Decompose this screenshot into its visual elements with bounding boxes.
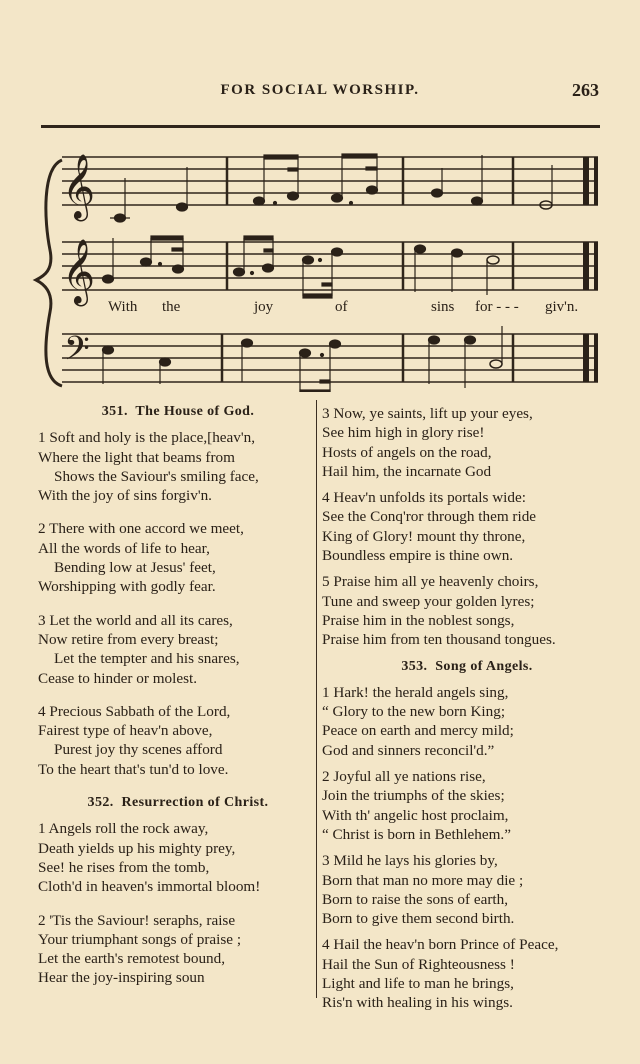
lyric-word: joy: [254, 299, 274, 315]
verse-line: Purest joy thy scenes afford: [54, 741, 223, 759]
stanza: [322, 404, 612, 481]
verse-line: With th' angelic host proclaim,: [322, 806, 509, 824]
page-number: 263: [572, 80, 599, 100]
lyric-word: of: [335, 299, 348, 315]
stanza: [38, 519, 318, 596]
stanza: [38, 611, 318, 688]
verse-line: Cloth'd in heaven's immortal bloom!: [38, 878, 261, 896]
verse-line: Tune and sweep your golden lyres;: [322, 592, 535, 610]
verse-line: 2 'Tis the Saviour! seraphs, raise: [38, 911, 236, 929]
verse-line: 4 Hail the heav'n born Prince of Peace,: [322, 936, 559, 954]
music-score: [0, 130, 640, 392]
hymn-title-text: The House of God.: [135, 404, 255, 419]
verse-line: To the heart that's tun'd to love.: [38, 760, 229, 778]
verse-line: Cease to hinder or molest.: [38, 669, 198, 687]
stanza: [38, 819, 318, 896]
hymn-title-352: [38, 793, 318, 812]
hymn-number: 351.: [101, 404, 128, 419]
verse-line: Born that man no more may die ;: [322, 871, 524, 889]
stanza: [38, 428, 318, 505]
lyric-word: for - - -: [475, 299, 519, 315]
verse-line: Death yields up his mighty prey,: [38, 839, 236, 857]
verse-line: Ris'n with healing in his wings.: [322, 994, 513, 1012]
header-rule: [41, 125, 600, 128]
stanza: [322, 935, 612, 1012]
hymn-number: 353.: [401, 658, 428, 674]
verse-line: Let the tempter and his snares,: [54, 650, 240, 668]
verse-line: With the joy of sins forgiv'n.: [38, 487, 212, 505]
verse-line: 4 Precious Sabbath of the Lord,: [38, 702, 231, 720]
treble-clef-icon: 𝄞: [62, 239, 96, 304]
verse-line: Bending low at Jesus' feet,: [54, 559, 216, 577]
lyric-word: giv'n.: [545, 299, 579, 315]
verse-line: All the words of life to hear,: [38, 539, 210, 557]
treble-clef-icon: 𝄞: [62, 154, 96, 219]
verse-line: 4 Heav'n unfolds its portals wide:: [322, 489, 526, 507]
verse-line: 1 Soft and holy is the place,[heav'n,: [38, 429, 255, 447]
verse-line: Where the light that beams from: [38, 448, 235, 466]
stanza: [38, 911, 318, 988]
verse-line: Boundless empire is thine own.: [322, 547, 514, 565]
lyric-word: With: [108, 299, 138, 315]
lyric-word: sins: [431, 299, 455, 315]
system-brace-icon: [36, 160, 62, 386]
verse-line: 1 Hark! the herald angels sing,: [322, 683, 509, 701]
hymn-number: 352.: [87, 795, 114, 811]
stanza: [322, 851, 612, 928]
left-column: [38, 398, 318, 1002]
verse-line: 5 Praise him all ye heavenly choirs,: [322, 573, 539, 591]
stanza: [322, 683, 612, 760]
verse-line: Hail the Sun of Righteousness !: [322, 955, 515, 973]
right-column: [322, 404, 612, 1020]
verse-line: Praise him in the noblest songs,: [322, 611, 515, 629]
verse-line: King of Glory! mount thy throne,: [322, 527, 526, 545]
verse-line: Let the earth's remotest bound,: [38, 950, 226, 968]
verse-line: “ Glory to the new born King;: [322, 703, 506, 721]
running-head: FOR SOCIAL WORSHIP.: [220, 82, 420, 98]
verse-line: Hosts of angels on the road,: [322, 443, 492, 461]
stanza: [322, 767, 612, 844]
verse-line: 2 There with one accord we meet,: [38, 520, 244, 538]
verse-line: Fairest type of heav'n above,: [38, 722, 213, 740]
verse-line: Light and life to man he brings,: [322, 975, 514, 993]
verse-line: Praise him from ten thousand tongues.: [322, 631, 556, 649]
verse-line: 3 Now, ye saints, lift up your eyes,: [322, 405, 533, 422]
verse-line: 3 Mild he lays his glories by,: [322, 852, 498, 870]
verse-line: Shows the Saviour's smiling face,: [54, 467, 259, 485]
lyric-word: the: [162, 299, 181, 315]
verse-line: Born to give them second birth.: [322, 910, 515, 928]
stanza: [322, 488, 612, 565]
verse-line: “ Christ is born in Bethlehem.”: [322, 825, 511, 843]
verse-line: Born to raise the sons of earth,: [322, 890, 509, 908]
verse-line: Hear the joy-inspiring soun: [38, 969, 205, 987]
hymn-title-text: Song of Angels.: [435, 658, 533, 674]
verse-line: Hail him, the incarnate God: [322, 462, 492, 480]
hymn-title-353: [322, 657, 612, 676]
verse-line: See! he rises from the tomb,: [38, 858, 210, 876]
bass-clef-icon: 𝄢: [64, 330, 90, 376]
verse-line: Now retire from every breast;: [38, 630, 219, 648]
verse-line: Peace on earth and mercy mild;: [322, 722, 514, 740]
verse-line: 1 Angels roll the rock away,: [38, 820, 209, 838]
verse-line: Worshipping with godly fear.: [38, 578, 216, 596]
verse-line: See him high in glory rise!: [322, 424, 485, 442]
hymn-title-351: [38, 402, 318, 421]
stanza: [322, 572, 612, 649]
verse-line: See the Conq'ror through them ride: [322, 508, 537, 526]
verse-line: Your triumphant songs of praise ;: [38, 930, 242, 948]
verse-line: God and sinners reconcil'd.”: [322, 741, 495, 759]
stanza: [38, 702, 318, 779]
verse-line: Join the triumphs of the skies;: [322, 787, 505, 805]
verse-line: 2 Joyful all ye nations rise,: [322, 768, 486, 786]
verse-line: 3 Let the world and all its cares,: [38, 611, 233, 629]
hymn-title-text: Resurrection of Christ.: [121, 795, 269, 811]
staff-treble-1: [62, 157, 598, 205]
